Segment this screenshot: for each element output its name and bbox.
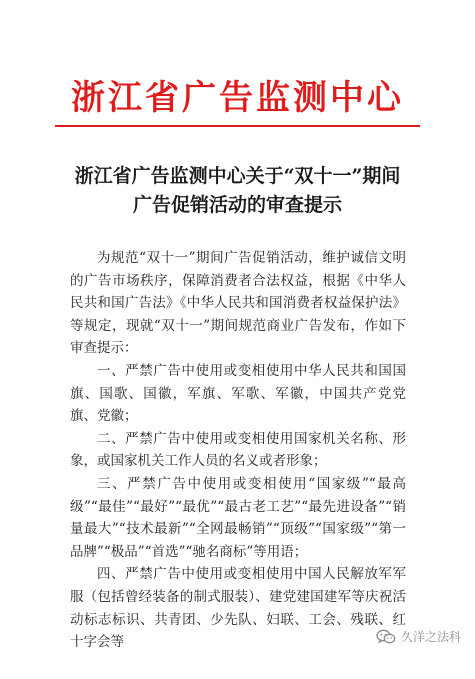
- watermark-text: 久洋之法科: [400, 630, 461, 644]
- paragraph-intro: 为规范“双十一”期间广告促销活动，维护诚信文明的广告市场秩序，保障消费者合法权益，根据《中华人民共和国广告法》《中华人民共和国消费者权益保护法》等规定，现就“双十一”期间规范商业广告发布，作如下审查提示：: [70, 250, 406, 357]
- letterhead-title: 浙江省广告监测中心: [71, 78, 404, 118]
- paragraph-item-1: 一、严禁广告中使用或变相使用中华人民共和国国旗、国歌、国徽，军旗、军歌、军徽，中国共产党党旗、党徽；: [70, 362, 406, 425]
- account-watermark: [376, 628, 461, 645]
- letterhead-divider: [55, 125, 420, 127]
- document-body: [70, 247, 406, 654]
- document-title: [0, 162, 475, 220]
- paragraph-item-2: 二、严禁广告中使用或变相使用国家机关名称、形象，或国家机关工作人员的名义或者形象；: [70, 430, 406, 470]
- paragraph-item-3: 三、严禁广告中使用或变相使用“国家级”“最高级”“最佳”“最好”“最优”“最古老工艺”“最先进设备”“销量最大”“技术最新”“全网最畅销”“顶级”“国家级”“第一品牌”“极品”“首选”“驰名商标”等用语；: [70, 475, 406, 560]
- wechat-icon: [376, 629, 396, 645]
- document-title-line-2: 广告促销活动的审查提示: [132, 194, 342, 216]
- paragraph-item-4: 四、严禁广告中使用或变相使用中国人民解放军军服（包括曾经装备的制式服装）、建党建国建军等庆祝活动标志标识、共青团、少先队、妇联、工会、残联、红十字会等: [70, 566, 406, 651]
- document-title-line-1: 浙江省广告监测中心关于“双十一”期间: [74, 165, 401, 187]
